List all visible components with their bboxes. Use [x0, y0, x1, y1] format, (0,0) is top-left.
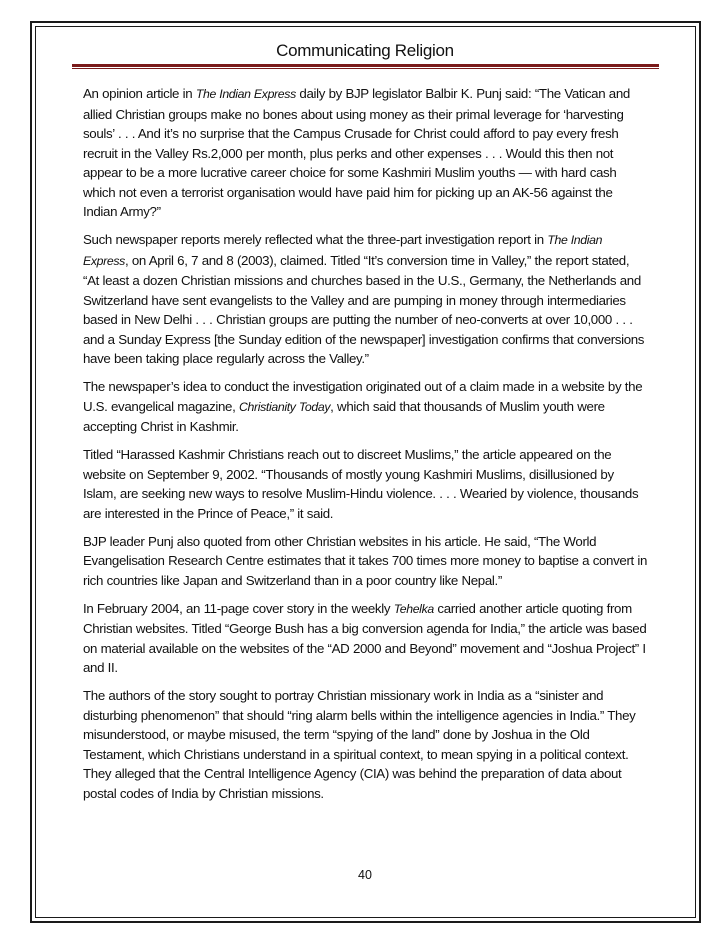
paragraph-4: Titled “Harassed Kashmir Christians reach out to discreet Muslims,” the article appeared on the website on September 9, 2002. “Thousands of mostly young Kashmiri Muslims, disillusioned by Islam, are seeking new ways to resolve Muslim-Hindu violence. . . . Wearied by violence, thousands are interested in the Prince of Peace,” it said.	[83, 447, 639, 521]
paragraph-5: BJP leader Punj also quoted from other Christian websites in his article. He said, “The World Evangelisation Research Centre estimates that it takes 700 times more money to baptise a convert in rich countries like Japan and Switzerland than in a poor country like Nepal.”	[83, 533, 648, 588]
publication-name: The Indian Express	[83, 233, 603, 268]
paragraph-2	[83, 230, 648, 369]
article-body	[83, 84, 648, 812]
header-rule	[72, 64, 659, 67]
paragraph-6-text-b: carried another article quoting from Christian websites. Titled “George Bush has a big conversion agenda for India,” the article was based on material available on the websites of the “AD 2000 and Beyond” movement and “Joshua Project” I and II.	[83, 600, 647, 675]
publication-name: Christianity Today	[238, 399, 331, 414]
page-number: 40	[358, 868, 372, 882]
header-rule-thin	[72, 68, 659, 69]
paragraph-1-text-a: An opinion article in	[83, 86, 196, 101]
paragraph-6-text-a: In February 2004, an 11-page cover story in the weekly	[83, 600, 394, 616]
paragraph-3	[83, 377, 648, 437]
paragraph-2-text-b: , on April 6, 7 and 8 (2003), claimed. Titled “It’s conversion time in Valley,” the report stated, “At least a dozen Christian missions and churches based in the U.S., Germany, the Netherlands and Switzerland have sent evangelists to the Valley and are pumping in money through intermediaries based in New Delhi . . . Christian groups are putting the number of neo-converts at over 10,000 . . . and a Sunday Express [the Sunday edition of the newspaper] investigation confirms that conversions have been taking place regularly across the Valley.”	[83, 252, 645, 366]
paragraph-3-text-b: , which said that thousands of Muslim youth were accepting Christ in Kashmir.	[83, 398, 605, 434]
page-title: Communicating Religion	[276, 41, 454, 60]
publication-name: The Indian Express	[195, 87, 296, 101]
publication-name: Tehelka	[393, 601, 434, 616]
paragraph-7: The authors of the story sought to portray Christian missionary work in India as a “sinister and disturbing phenomenon” that should “ring alarm bells within the intelligence agencies in India.” They misunderstood, or maybe misused, the term “spying of the land” done by Joshua in the Old Testament, which Christians understand in a spiritual context, to mean spying in a political context. They alleged that the Central Intelligence Agency (CIA) was behind the preparation of data about postal codes of India by Christian missions.	[83, 688, 636, 801]
paragraph-3-text-a: The newspaper’s idea to conduct the investigation originated out of a claim made in a website by the U.S. evangelical magazine,	[83, 379, 643, 414]
paragraph-1	[83, 84, 648, 222]
paragraph-2-text-a: Such newspaper reports merely reflected what the three-part investigation report in	[83, 232, 548, 247]
paragraph-6	[83, 599, 648, 678]
paragraph-1-text-b: daily by BJP legislator Balbir K. Punj said: “The Vatican and allied Christian groups make no bones about using money as their primal leverage for ‘harvesting souls’ . . . And it’s no surprise that the Campus Crusade for Christ could afford to pay every fresh recruit in the Valley Rs.2,000 per month, plus perks and other expenses . . . Would this then not appear to be a more lucrative career choice for some Kashmiri Muslim youths — with hard cash which not even a terrorist organisation would have paid him for picking up an AK-56 against the Indian Army?”	[83, 86, 630, 219]
